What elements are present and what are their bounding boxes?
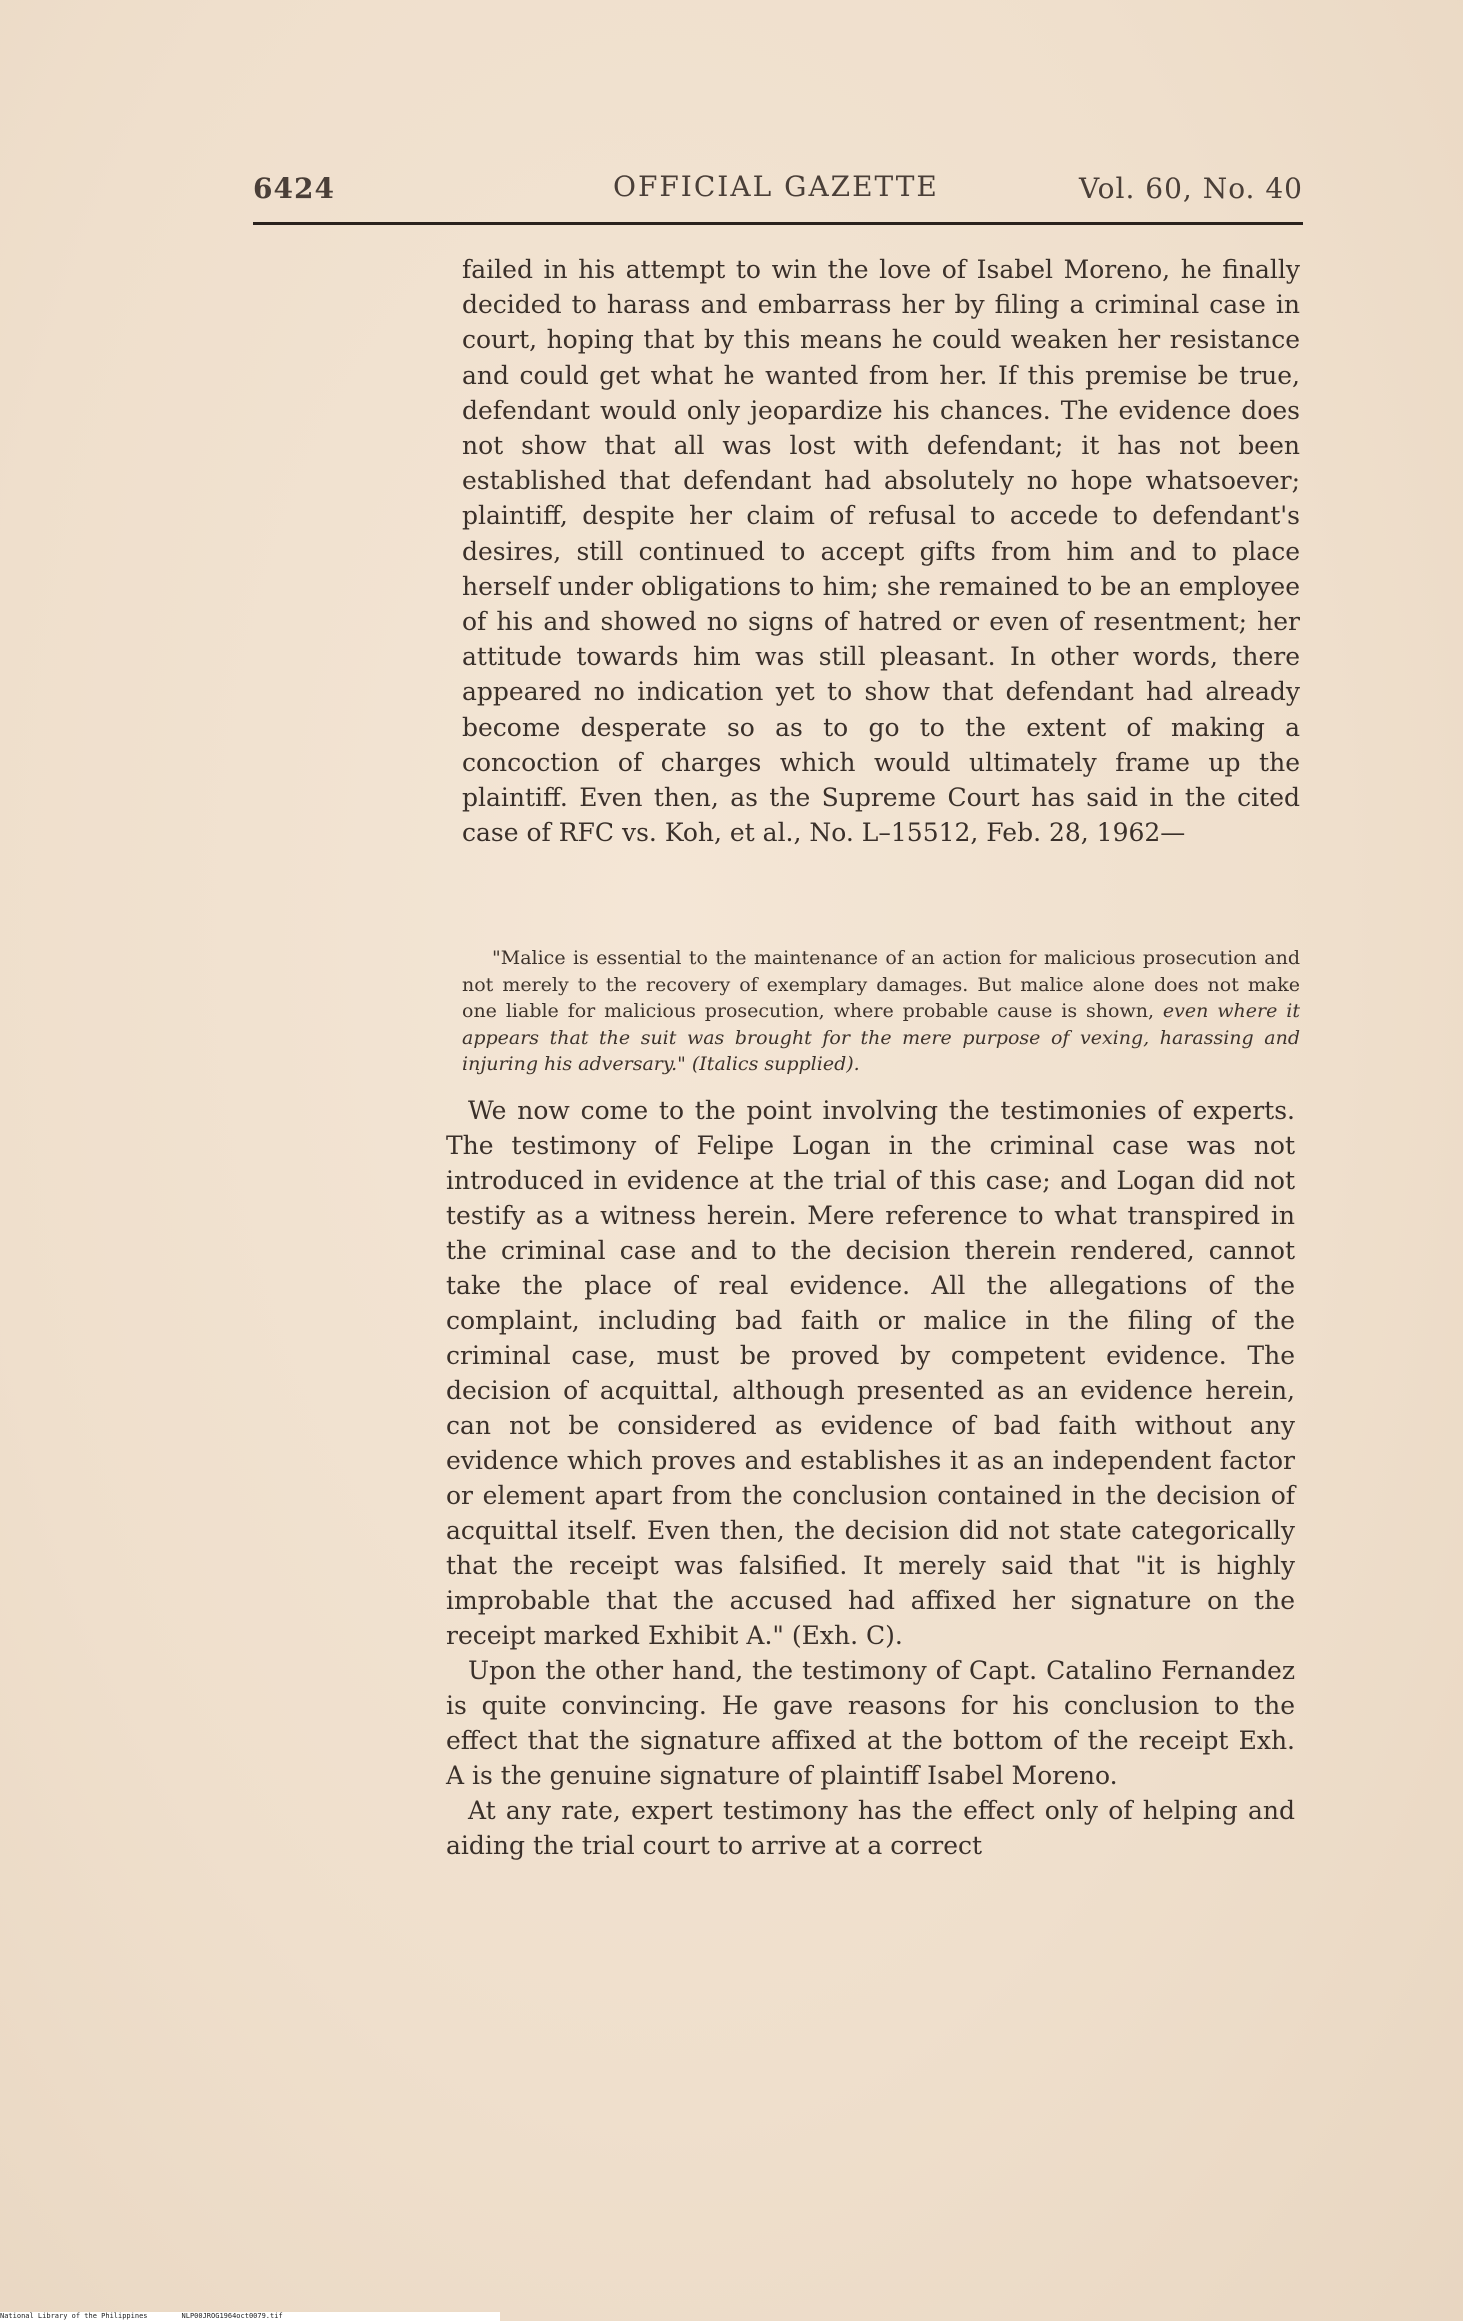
publication-title: OFFICIAL GAZETTE — [613, 170, 939, 203]
quote-italic-text: even where it appears that the suit was brought for the mere purpose of vexing, harassing and injuring his adversary. — [462, 1000, 1300, 1075]
main-text-block-1 — [462, 252, 1300, 850]
footer-library: National Library of the Philippines — [0, 2312, 148, 2320]
quote-closing: " — [677, 1053, 692, 1075]
footer-filename: NLP00JROG1964oct0079.tif — [181, 2312, 283, 2320]
quote-note: (Italics supplied). — [691, 1053, 860, 1075]
header-rule — [253, 222, 1303, 225]
page-header — [253, 168, 1303, 212]
volume-info: Vol. 60, No. 40 — [1079, 172, 1303, 205]
main-text-block-2 — [446, 1093, 1295, 1863]
scan-footer — [0, 2312, 500, 2321]
paragraph-4: At any rate, expert testimony has the effect only of helping and aiding the trial court to arrive at a correct — [446, 1796, 1295, 1860]
quotation-block — [462, 945, 1300, 1078]
paragraph-1: failed in his attempt to win the love of Isabel Moreno, he finally decided to harass and embarrass her by filing a criminal case in court, hoping that by this means he could weaken her resistance and could get what he wanted from her. If this premise be true, defendant would only jeopardize his chances. The evidence does not show that all was lost with defendant; it has not been established that defendant had absolutely no hope whatsoever; plaintiff, despite her claim of refusal to accede to defendant's desires, still continued to accept gifts from him and to place herself under obligations to him; she remained to be an employee of his and showed no signs of hatred or even of resentment; her attitude towards him was still pleasant. In other words, there appeared no indication yet to show that defendant had already become desperate so as to go to the extent of making a concoction of charges which would ultimately frame up the plaintiff. Even then, as the Supreme Court has said in the cited case of RFC vs. Koh, et al., No. L–15512, Feb. 28, 1962— — [462, 255, 1300, 848]
paragraph-3: Upon the other hand, the testimony of Capt. Catalino Fernandez is quite convincing. He gave reasons for his conclusion to the effect that the signature affixed at the bottom of the receipt Exh. A is the genuine signature of plaintiff Isabel Moreno. — [446, 1656, 1295, 1790]
page-number: 6424 — [253, 172, 335, 205]
quote-paragraph — [462, 945, 1300, 1078]
quote-plain-text: "Malice is essential to the maintenance of an action for malicious prosecution and not merely to the recovery of exemplary damages. But malice alone does not make one liable for malicious prosecution, where probable cause is shown, — [462, 947, 1300, 1022]
paragraph-2: We now come to the point involving the testimonies of experts. The testimony of Felipe Logan in the criminal case was not introduced in evidence at the trial of this case; and Logan did not testify as a witness herein. Mere reference to what transpired in the criminal case and to the decision therein rendered, cannot take the place of real evidence. All the allegations of the complaint, including bad faith or malice in the filing of the criminal case, must be proved by competent evidence. The decision of acquittal, although presented as an evidence herein, can not be considered as evidence of bad faith without any evidence which proves and establishes it as an independent factor or element apart from the conclusion contained in the decision of acquittal itself. Even then, the decision did not state categorically that the receipt was falsified. It merely said that "it is highly improbable that the accused had affixed her signature on the receipt marked Exhibit A." (Exh. C). — [446, 1096, 1295, 1650]
